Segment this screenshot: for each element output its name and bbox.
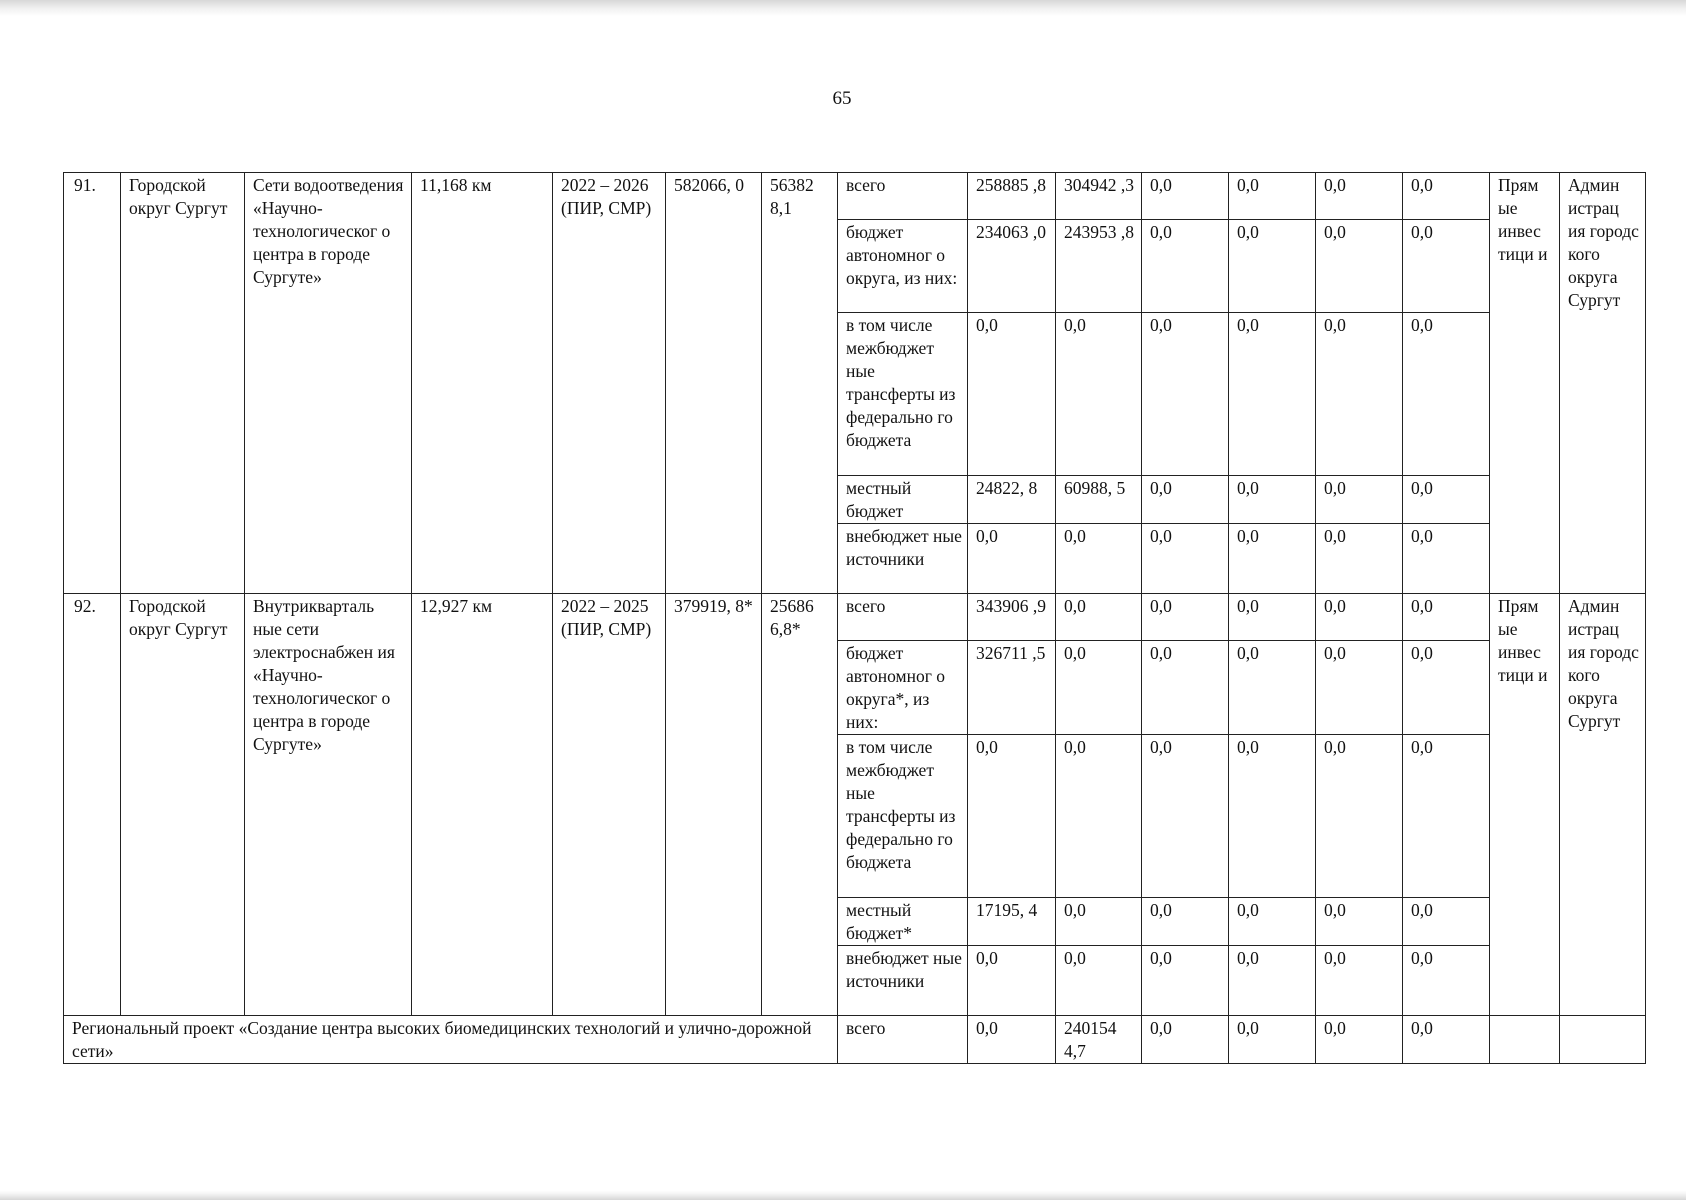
- funding-value-cell: 0,0: [1056, 641, 1142, 735]
- funding-value-cell: 0,0: [1142, 524, 1229, 594]
- funding-value-cell: 0,0: [1316, 946, 1403, 1016]
- capacity-cell: 12,927 км: [412, 594, 553, 1016]
- estimated-cost-cell: 379919, 8*: [666, 594, 762, 1016]
- municipality-cell: Городской округ Сургут: [121, 173, 245, 594]
- funding-value-cell: 0,0: [968, 735, 1056, 898]
- funding-value-cell: 0,0: [1056, 524, 1142, 594]
- funding-value-cell: 0,0: [1403, 735, 1490, 898]
- funding-value-cell: 0,0: [1403, 1016, 1490, 1064]
- funding-value-cell: 0,0: [1142, 173, 1229, 220]
- funding-value-cell: 0,0: [1229, 946, 1316, 1016]
- funding-source-cell: местный бюджет: [838, 476, 968, 524]
- funding-value-cell: 0,0: [1229, 1016, 1316, 1064]
- period-cell: 2022 – 2025 (ПИР, СМР): [553, 594, 666, 1016]
- municipality-cell: Городской округ Сургут: [121, 594, 245, 1016]
- funding-value-cell: 0,0: [1142, 313, 1229, 476]
- funding-source-cell: всего: [838, 1016, 968, 1064]
- funding-value-cell: 0,0: [1142, 476, 1229, 524]
- regional-project-row: [64, 1016, 1646, 1064]
- funding-value-cell: 0,0: [1229, 220, 1316, 313]
- funding-value-cell: 24822, 8: [968, 476, 1056, 524]
- funding-value-cell: 0,0: [1316, 1016, 1403, 1064]
- funding-value-cell: 0,0: [1229, 173, 1316, 220]
- funding-value-cell: 17195, 4: [968, 898, 1056, 946]
- capacity-cell: 11,168 км: [412, 173, 553, 594]
- funding-value-cell: 0,0: [968, 313, 1056, 476]
- funding-value-cell: 0,0: [1316, 313, 1403, 476]
- funding-value-cell: 304942 ,3: [1056, 173, 1142, 220]
- regional-project-title: Региональный проект «Создание центра высоких биомедицинских технологий и улично-дорожной сети»: [64, 1016, 838, 1064]
- funding-value-cell: 0,0: [1316, 594, 1403, 641]
- funding-value-cell: 0,0: [1403, 476, 1490, 524]
- funding-value-cell: 0,0: [1142, 1016, 1229, 1064]
- funding-source-cell: внебюджет ные источники: [838, 524, 968, 594]
- funding-source-cell: в том числе межбюджет ные трансферты из федерально го бюджета: [838, 313, 968, 476]
- investment-form-cell: Прям ые инвес тици и: [1490, 173, 1560, 594]
- table-body: [64, 173, 1646, 1064]
- table-row: [64, 594, 1646, 641]
- responsible-cell: Админ истрац ия городс кого округа Сургут: [1560, 594, 1646, 1016]
- investment-table: [63, 172, 1646, 1064]
- funding-value-cell: 243953 ,8: [1056, 220, 1142, 313]
- funding-value-cell: 0,0: [1316, 476, 1403, 524]
- funding-value-cell: 0,0: [1056, 898, 1142, 946]
- responsible-cell: Админ истрац ия городс кого округа Сургут: [1560, 173, 1646, 594]
- funding-value-cell: 0,0: [1403, 641, 1490, 735]
- funding-value-cell: 60988, 5: [1056, 476, 1142, 524]
- funding-value-cell: 0,0: [968, 524, 1056, 594]
- funding-value-cell: 0,0: [1229, 476, 1316, 524]
- funding-value-cell: 0,0: [1316, 220, 1403, 313]
- funding-value-cell: 0,0: [1142, 220, 1229, 313]
- funding-value-cell: 0,0: [1229, 735, 1316, 898]
- funding-value-cell: 0,0: [1229, 641, 1316, 735]
- funding-source-cell: бюджет автономног о округа, из них:: [838, 220, 968, 313]
- funding-value-cell: 258885 ,8: [968, 173, 1056, 220]
- funding-value-cell: 0,0: [1316, 173, 1403, 220]
- funding-value-cell: 0,0: [1142, 898, 1229, 946]
- investment-form-cell: Прям ые инвес тици и: [1490, 594, 1560, 1016]
- table-row: [64, 173, 1646, 220]
- funding-value-cell: 0,0: [1229, 313, 1316, 476]
- funding-value-cell: 0,0: [1229, 594, 1316, 641]
- funding-source-cell: всего: [838, 173, 968, 220]
- funding-value-cell: 326711 ,5: [968, 641, 1056, 735]
- investment-form-cell: [1490, 1016, 1560, 1064]
- row-index: 91.: [64, 173, 121, 594]
- funding-value-cell: 234063 ,0: [968, 220, 1056, 313]
- funding-value-cell: 0,0: [1142, 946, 1229, 1016]
- responsible-cell: [1560, 1016, 1646, 1064]
- funding-source-cell: местный бюджет*: [838, 898, 968, 946]
- funding-value-cell: 0,0: [1056, 313, 1142, 476]
- funding-value-cell: 0,0: [1056, 594, 1142, 641]
- funding-source-cell: внебюджет ные источники: [838, 946, 968, 1016]
- funding-value-cell: 0,0: [1403, 173, 1490, 220]
- funding-source-cell: всего: [838, 594, 968, 641]
- funding-value-cell: 0,0: [1403, 594, 1490, 641]
- page-number: 65: [832, 88, 852, 109]
- funding-value-cell: 0,0: [968, 946, 1056, 1016]
- funding-value-cell: 0,0: [1316, 641, 1403, 735]
- funding-value-cell: 0,0: [1056, 735, 1142, 898]
- funding-source-cell: бюджет автономног о округа*, из них:: [838, 641, 968, 735]
- funding-value-cell: 0,0: [1316, 524, 1403, 594]
- funding-value-cell: 0,0: [1056, 946, 1142, 1016]
- funding-value-cell: 0,0: [1403, 524, 1490, 594]
- remaining-cost-cell: 56382 8,1: [762, 173, 838, 594]
- estimated-cost-cell: 582066, 0: [666, 173, 762, 594]
- funding-value-cell: 0,0: [1403, 313, 1490, 476]
- funding-value-cell: 0,0: [1229, 898, 1316, 946]
- remaining-cost-cell: 25686 6,8*: [762, 594, 838, 1016]
- scan-bottom-edge: [0, 1190, 1686, 1200]
- row-index: 92.: [64, 594, 121, 1016]
- funding-value-cell: 0,0: [1229, 524, 1316, 594]
- funding-value-cell: 0,0: [1403, 220, 1490, 313]
- period-cell: 2022 – 2026 (ПИР, СМР): [553, 173, 666, 594]
- scan-top-edge: [0, 0, 1686, 16]
- funding-source-cell: в том числе межбюджет ные трансферты из федерально го бюджета: [838, 735, 968, 898]
- funding-value-cell: 0,0: [1403, 898, 1490, 946]
- funding-value-cell: 343906 ,9: [968, 594, 1056, 641]
- funding-value-cell: 0,0: [1316, 898, 1403, 946]
- funding-value-cell: 0,0: [1316, 735, 1403, 898]
- object-name-cell: Внутрикварталь ные сети электроснабжен ия «Научно-технологическог о центра в городе Сургуте»: [245, 594, 412, 1016]
- funding-value-cell: 0,0: [968, 1016, 1056, 1064]
- funding-value-cell: 0,0: [1142, 594, 1229, 641]
- funding-value-cell: 0,0: [1142, 735, 1229, 898]
- funding-value-cell: 0,0: [1142, 641, 1229, 735]
- funding-value-cell: 240154 4,7: [1056, 1016, 1142, 1064]
- funding-value-cell: 0,0: [1403, 946, 1490, 1016]
- object-name-cell: Сети водоотведения «Научно-технологическог о центра в городе Сургуте»: [245, 173, 412, 594]
